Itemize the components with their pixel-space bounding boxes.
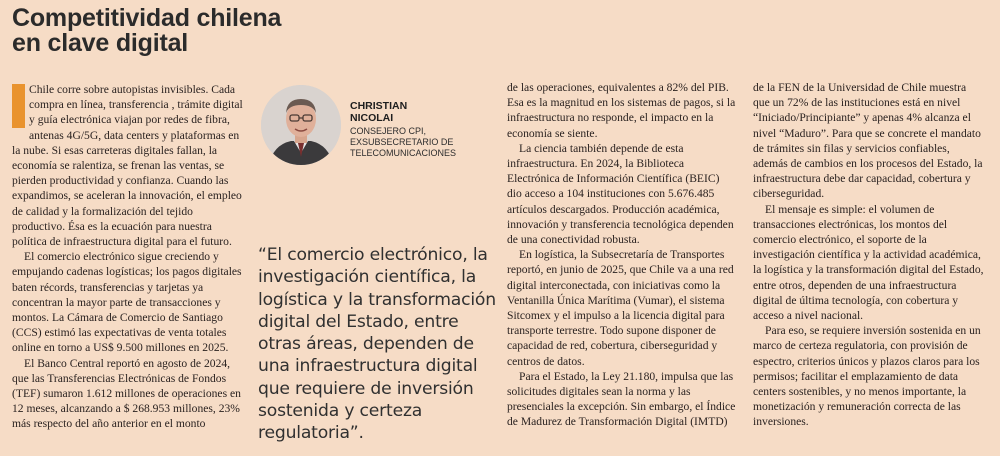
body-column-1 [12,82,243,432]
author-last-name: NICOLAI [350,112,394,124]
paragraph: La ciencia también depende de esta infraestructura. En 2024, la Biblioteca Electrónica de Información Científica (BEIC) dio acceso a 104 instituciones con 5.676.485 artículos descargados. Producción académica, innovación y transferencia tecnológica dependen de una conectividad robusta. [507,141,734,247]
paragraph: El Banco Central reportó en agosto de 2024, que las Transferencias Electrónicas de Fondos (TEF) sumaron 1.612 millones de operaciones en 12 meses, alcanzando a $ 268.953 millones, 23% más respecto del año anterior en el monto [12,356,241,431]
quote-line: que requiere de inversión [258,378,474,399]
quote-line: sostenida y certeza [258,401,423,422]
paragraph: Chile corre sobre autopistas invisibles. Cada compra en línea, transferencia , trámite digital y guía electrónica viajan por redes de fibra, antenas 4G/5G, data centers y plataformas en la nube. Si esas carreteras digitales fallan, la economía se ralentiza, se frenan las ventas, se pierden productividad y confianza. Cuando las expandimos, se aceleran la innovación, el empleo de calidad y la formalización del tejido productivo. Ésa es la ecuación para nuestra política de infraestructura digital para el futuro. [12,83,243,249]
paragraph: En logística, la Subsecretaría de Transportes reportó, en junio de 2025, que Chile va a una red digital interconectada, con iniciativas como la Ventanilla Única Marítima (Vumar), el sistema Sitcomex y el impulso a la licencia digital para transporte terrestre. Todo supone disponer de capacidad de red, cobertura, ciberseguridad y centros de datos. [507,248,734,368]
quote-line: “El comercio electrónico, la [258,245,488,265]
author-name [350,100,500,124]
pull-quote [258,244,500,445]
quote-line: digital del Estado, entre [258,311,459,332]
quote-line: investigación científica, la [258,267,477,288]
dropcap-bar-icon [12,84,25,128]
author-role-line: EXSUBSECRETARIO DE [350,137,454,147]
paragraph: El mensaje es simple: el volumen de transacciones electrónicas, los montos del comercio electrónico, el soporte de la investigación científica y la actividad académica, la logística y la transformación digital del Estado, entre otros, dependen de una infraestructura digital de última tecnología, con cobertura y acceso a nivel nacional. [753,202,984,323]
author-first-name: CHRISTIAN [350,100,408,112]
quote-line: una infraestructura digital [258,356,478,377]
body-column-3 [507,80,737,430]
paragraph: Para eso, se requiere inversión sostenida en un marco de certeza regulatoria, con provisión de espectro, criterios únicos y plazos claros para los permisos; facilitar el emplazamiento de data centers sostenibles, y no menos importante, la monetización y remuneración correcta de las inversiones. [753,324,981,429]
headline-line-1: Competitividad chilena [12,4,282,32]
author-byline [350,100,500,159]
paragraph: de las operaciones, equivalentes a 82% del PIB. Esa es la magnitud en los sistemas de pagos, si la infraestructura no responde, el impacto en la economía se siente. [507,81,736,140]
paragraph: Para el Estado, la Ley 21.180, impulsa que las solicitudes digitales sean la norma y las presenciales la excepción. Sin embargo, el Índice de Madurez de Transformación Digital (IMTD) [507,369,736,429]
author-role-line: TELECOMUNICACIONES [350,148,457,158]
quote-line: regulatoria”. [258,423,364,444]
paragraph: de la FEN de la Universidad de Chile muestra que un 72% de las instituciones está en nivel “Iniciado/Principiante” y apenas 4% alcanza el nivel “Maduro”. Para que se concrete el mandato de trámites sin filas y servicios confiables, además de cambios en los procesos del Estado, la infraestructura debe dar capacidad, cobertura y ciberseguridad. [753,81,983,201]
paragraph: El comercio electrónico sigue creciendo y empujando cadenas logísticas; los pagos digitales baten récords, transferencias y tarjetas ya concentran la mayor parte de transacciones y montos. La Cámara de Comercio de Santiago (CCS) estimó las expectativas de venta totales online en torno a US$ 9.500 millones en 2025. [12,250,242,355]
article-headline [12,6,342,56]
author-portrait-icon [261,85,341,165]
author-role-line: CONSEJERO CPI, [350,126,427,136]
author-role [350,126,500,159]
headline-line-2: en clave digital [12,29,189,57]
quote-line: logística y la transformación [258,289,496,310]
body-column-4 [753,80,985,430]
quote-line: otras áreas, dependen de [258,334,474,355]
author-photo [261,85,341,165]
